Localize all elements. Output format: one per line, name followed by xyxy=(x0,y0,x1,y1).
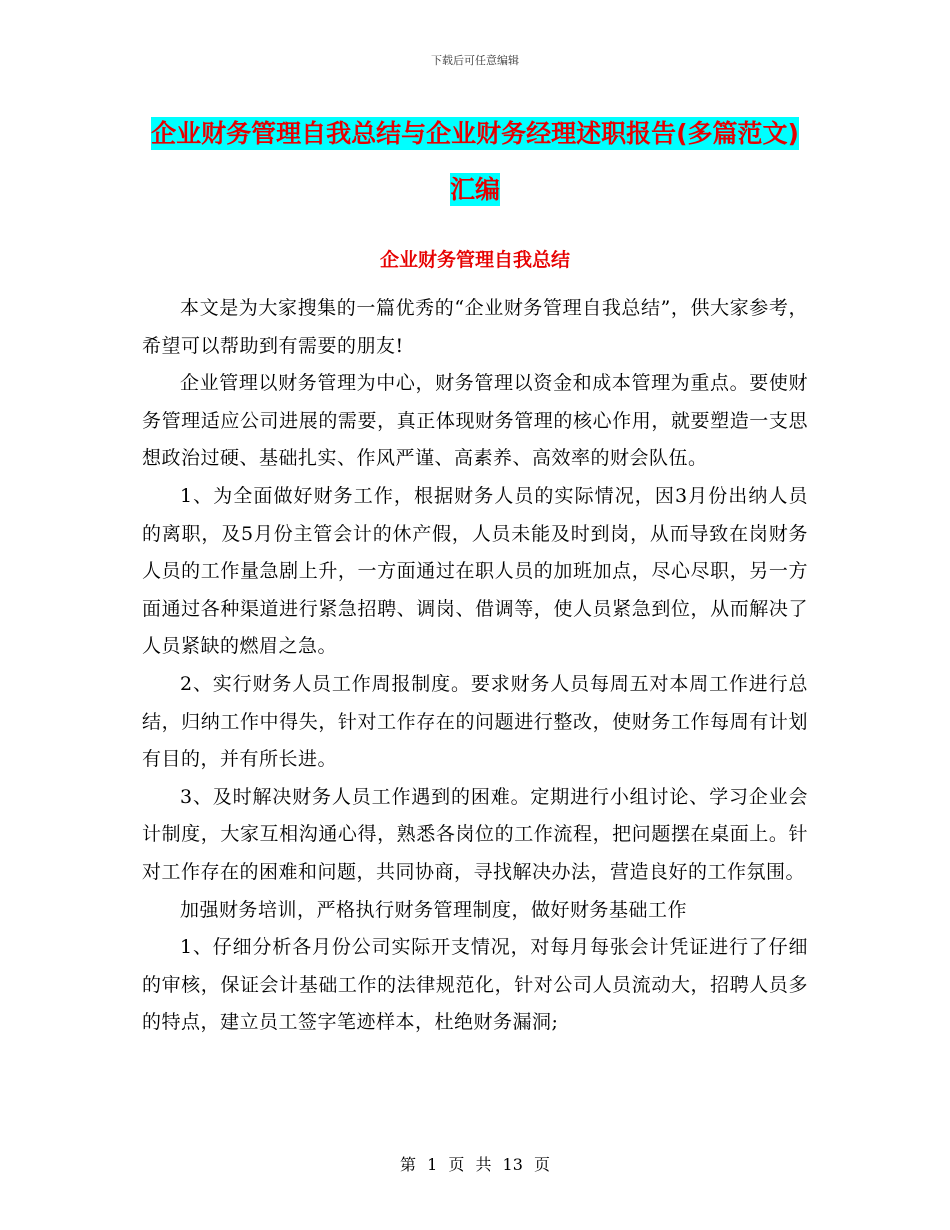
paragraph-subheading: 加强财务培训，严格执行财务管理制度，做好财务基础工作 xyxy=(180,898,688,921)
page-number: 第 1 页 共 13 页 xyxy=(400,1155,550,1174)
section-title: 企业财务管理自我总结 xyxy=(379,249,570,271)
paragraph-item-1: 1、为全面做好财务工作，根据财务人员的实际情况，因3月份出纳人员的离职，及5月份主管会计的休产假，人员未能及时到岗，从而导致在岗财务人员的工作量急剧上升，一方面通过在职人员的加班加点，尽心尽职，另一方面通过各种渠道进行紧急招聘、调岗、借调等，使人员紧急到位，从而解决了人员紧缺的燃眉之急。 xyxy=(142,484,808,658)
document-title xyxy=(140,106,810,218)
paragraph-item-2: 2、实行财务人员工作周报制度。要求财务人员每周五对本周工作进行总结，归纳工作中得失，针对工作存在的问题进行整改，使财务工作每周有计划有目的，并有所长进。 xyxy=(142,672,808,771)
paragraph-intro: 本文是为大家搜集的一篇优秀的“企业财务管理自我总结”，供大家参考，希望可以帮助到有需要的朋友! xyxy=(142,297,808,357)
paragraph-overview: 企业管理以财务管理为中心，财务管理以资金和成本管理为重点。要使财务管理适应公司进展的需要，真正体现财务管理的核心作用，就要塑造一支思想政治过硬、基础扎实、作风严谨、高素养、高效率的财会队伍。 xyxy=(142,372,808,470)
document-title-text: 企业财务管理自我总结与企业财务经理述职报告(多篇范文)汇编 xyxy=(151,119,799,204)
paragraph-training-item-1: 1、仔细分析各月份公司实际开支情况，对每月每张会计凭证进行了仔细的审核，保证会计基础工作的法律规范化，针对公司人员流动大，招聘人员多的特点，建立员工签字笔迹样本，杜绝财务漏洞; xyxy=(142,936,808,1034)
paragraph-item-3: 3、及时解决财务人员工作遇到的困难。定期进行小组讨论、学习企业会计制度，大家互相沟通心得，熟悉各岗位的工作流程，把问题摆在桌面上。针对工作存在的困难和问题，共同协商，寻找解决办法，营造良好的工作氛围。 xyxy=(142,785,808,883)
page-header-note: 下载后可任意编辑 xyxy=(431,54,519,67)
document-body xyxy=(142,290,808,1042)
